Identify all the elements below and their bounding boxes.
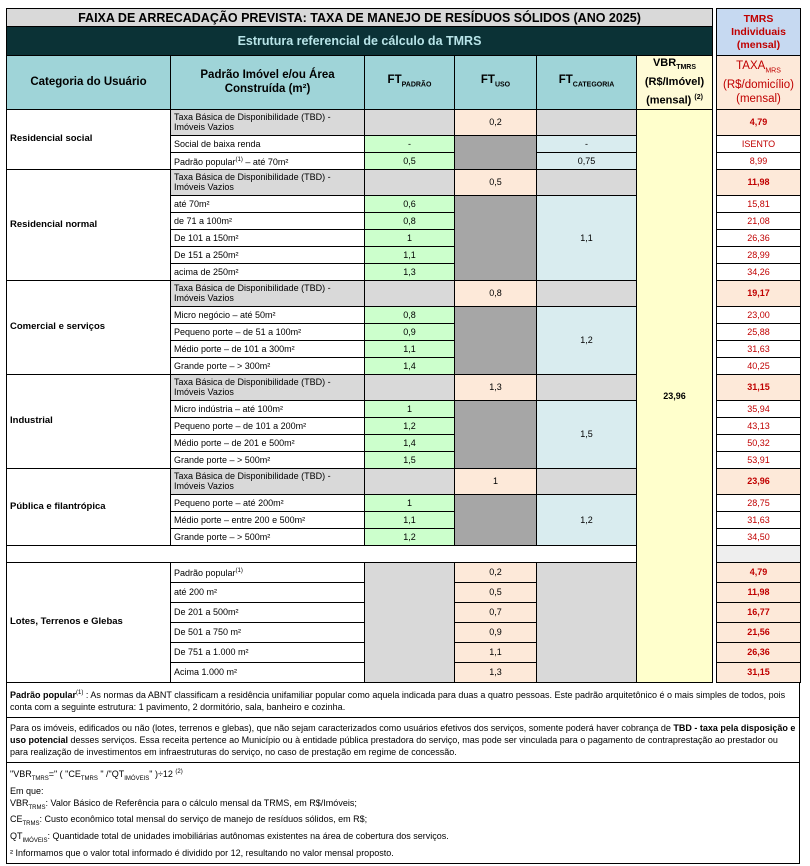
taxa-value: 16,77 <box>717 602 801 622</box>
tbd-label: Taxa Básica de Disponibilidade (TBD) - Imóveis Vazios <box>171 169 365 195</box>
ft-padrao-value: 1,3 <box>365 263 455 280</box>
ft-uso-value: 0,2 <box>455 562 537 582</box>
taxa-value: 34,50 <box>717 528 801 545</box>
padrao-label: Grande porte – > 300m² <box>171 357 365 374</box>
ft-uso-value: 1 <box>455 468 537 494</box>
taxa-value: 31,63 <box>717 340 801 357</box>
padrao-label: Médio porte – de 101 a 300m² <box>171 340 365 357</box>
header-ft-categoria: $FT_{CATEGORIA}$ <box>537 56 637 110</box>
taxa-value: 8,99 <box>717 152 801 169</box>
header-ft-padrao: $FT_{PADRÃO}$ <box>365 56 455 110</box>
padrao-label: Padrão popular$^{(1)}$ – até 70m² <box>171 152 365 169</box>
ft-padrao-value: 1 <box>365 494 455 511</box>
ft-padrao-value: 1,4 <box>365 434 455 451</box>
ft-uso-value: 0,7 <box>455 602 537 622</box>
category-label: Comercial e serviços <box>7 280 171 374</box>
ft-uso-empty <box>455 494 537 545</box>
tmrs-document <box>6 8 800 864</box>
ft-categoria-empty <box>537 169 637 195</box>
ft-padrao-value: 1,1 <box>365 511 455 528</box>
taxa-value: 15,81 <box>717 195 801 212</box>
separator-cell <box>7 545 637 562</box>
note-tbd: Para os imóveis, edificados ou não (lotes, terrenos e glebas), que não sejam caracterizados como usuários efetivos dos serviços, somente poderá haver cobrança de TBD - taxa pela disposição e uso potencial desses serviços. Essa receita pertence ao Município ou à entidade pública prestadora do serviço, mas pode ser vinculada para o pagamento de contraprestação ao prestador ou para realização de investimentos em infraestruturas do serviço, no caso de prestação em regime de concessão. <box>6 718 800 763</box>
ft-uso-value: 1,1 <box>455 642 537 662</box>
padrao-label: Micro negócio – até 50m² <box>171 306 365 323</box>
ft-categoria-value: 1,1 <box>537 195 637 280</box>
category-label: Lotes, Terrenos e Glebas <box>7 562 171 682</box>
padrao-label: Médio porte – de 201 e 500m² <box>171 434 365 451</box>
separator-taxa <box>717 545 801 562</box>
ft-padrao-empty <box>365 562 455 682</box>
category-label: Industrial <box>7 374 171 468</box>
taxa-value: 4,79 <box>717 562 801 582</box>
padrao-label: até 70m² <box>171 195 365 212</box>
tbd-label: Taxa Básica de Disponibilidade (TBD) - Imóveis Vazios <box>171 374 365 400</box>
ft-uso-empty <box>455 135 537 169</box>
ft-categoria-value <box>537 109 637 135</box>
taxa-value: 21,08 <box>717 212 801 229</box>
ft-uso-value: 1,3 <box>455 662 537 682</box>
taxa-value: 43,13 <box>717 417 801 434</box>
ft-padrao-value: 1,5 <box>365 451 455 468</box>
taxa-value: 21,56 <box>717 622 801 642</box>
taxa-value: 26,36 <box>717 229 801 246</box>
taxa-value: 31,63 <box>717 511 801 528</box>
ft-padrao-value: 0,8 <box>365 306 455 323</box>
ft-padrao-value: 1,2 <box>365 528 455 545</box>
tbd-label: Taxa Básica de Disponibilidade (TBD) - Imóveis Vazios <box>171 109 365 135</box>
ft-uso-value: 0,5 <box>455 582 537 602</box>
ft-uso-value: 0,2 <box>455 109 537 135</box>
ft-uso-value: 0,8 <box>455 280 537 306</box>
taxa-value: 31,15 <box>717 374 801 400</box>
ft-uso-empty <box>455 195 537 280</box>
ft-padrao-value: 1,1 <box>365 246 455 263</box>
padrao-label: até 200 m² <box>171 582 365 602</box>
padrao-label: De 751 a 1.000 m² <box>171 642 365 662</box>
padrao-label: Micro indústria – até 100m² <box>171 400 365 417</box>
taxa-value: 11,98 <box>717 169 801 195</box>
padrao-label: Social de baixa renda <box>171 135 365 152</box>
table-row <box>7 109 801 135</box>
padrao-label: Padrão popular$^{(1)}$ <box>171 562 365 582</box>
taxa-value: 50,32 <box>717 434 801 451</box>
ft-categoria-value: 1,2 <box>537 494 637 545</box>
ft-padrao-value: 0,6 <box>365 195 455 212</box>
taxa-value: 28,99 <box>717 246 801 263</box>
taxa-value: 26,36 <box>717 642 801 662</box>
tmrs-individuais-header: TMRS Individuais (mensal) <box>717 9 801 56</box>
taxa-value: 19,17 <box>717 280 801 306</box>
padrao-label: acima de 250m² <box>171 263 365 280</box>
padrao-label: De 101 a 150m² <box>171 229 365 246</box>
ft-padrao-value: 0,5 <box>365 152 455 169</box>
padrao-label: De 151 a 250m² <box>171 246 365 263</box>
formula: "$VBR_{TMRS}=$" ( "$CE_{TMRS}$ " $/"QT_{IMÓVEIS}$" )÷12 $^{(2)}$ <box>10 768 183 782</box>
ft-padrao-value: 1,1 <box>365 340 455 357</box>
taxa-value: 25,88 <box>717 323 801 340</box>
ft-categoria-empty <box>537 374 637 400</box>
vbr-value: 23,96 <box>637 109 713 682</box>
ft-uso-empty <box>455 306 537 374</box>
ft-categoria-value: 0,75 <box>537 152 637 169</box>
ft-padrao-value: 1 <box>365 229 455 246</box>
ft-uso-value: 1,3 <box>455 374 537 400</box>
header-taxa: $TAXA_{MRS}$ (R$/domicílio) (mensal) <box>717 56 801 110</box>
header-ft-uso: $FT_{USO}$ <box>455 56 537 110</box>
ft-categoria-empty <box>537 468 637 494</box>
padrao-label: Grande porte – > 500m² <box>171 528 365 545</box>
ft-uso-empty <box>455 400 537 468</box>
taxa-value: 11,98 <box>717 582 801 602</box>
padrao-label: De 201 a 500m² <box>171 602 365 622</box>
header-categoria: Categoria do Usuário <box>7 56 171 110</box>
ft-padrao-value: 1 <box>365 400 455 417</box>
taxa-value: 23,96 <box>717 468 801 494</box>
ft-padrao-value <box>365 468 455 494</box>
ft-categoria-empty <box>537 562 637 682</box>
ft-padrao-value <box>365 374 455 400</box>
taxa-value: 40,25 <box>717 357 801 374</box>
ft-padrao-value: - <box>365 135 455 152</box>
taxa-value: 31,15 <box>717 662 801 682</box>
header-vbr: $VBR_{TMRS}$ (R$/Imóvel) (mensal) $^{(2)}$ <box>637 56 713 110</box>
taxa-value: 53,91 <box>717 451 801 468</box>
taxa-value: 35,94 <box>717 400 801 417</box>
ft-categoria-value: 1,2 <box>537 306 637 374</box>
padrao-label: De 501 a 750 m² <box>171 622 365 642</box>
ft-padrao-value: 0,8 <box>365 212 455 229</box>
header-padrao: Padrão Imóvel e/ou Área Construída (m²) <box>171 56 365 110</box>
taxa-value: 28,75 <box>717 494 801 511</box>
ft-categoria-empty <box>537 280 637 306</box>
ft-padrao-value <box>365 109 455 135</box>
category-label: Residencial social <box>7 109 171 169</box>
tbd-label: Taxa Básica de Disponibilidade (TBD) - Imóveis Vazios <box>171 468 365 494</box>
ft-padrao-value <box>365 169 455 195</box>
ft-padrao-value: 0,9 <box>365 323 455 340</box>
ft-uso-value: 0,5 <box>455 169 537 195</box>
padrao-label: Pequeno porte – de 101 a 200m² <box>171 417 365 434</box>
padrao-label: Médio porte – entre 200 e 500m² <box>171 511 365 528</box>
note-padrao-popular: Padrão popular$^{(1)}$ : As normas da ABNT classificam a residência unifamiliar popular como aquela indicada para duas a quatro pessoas. Este padrão arquitetônico é o mais simples de todos, pois conta com a seguinte estrutura: 1 pavimento, 2 dormitório, sala, banheiro e cozinha. <box>6 683 800 718</box>
ft-uso-value: 0,9 <box>455 622 537 642</box>
page-title: FAIXA DE ARRECADAÇÃO PREVISTA: TAXA DE MANEJO DE RESÍDUOS SÓLIDOS (ANO 2025) <box>7 9 713 27</box>
padrao-label: Pequeno porte – até 200m² <box>171 494 365 511</box>
ft-categoria-value: 1,5 <box>537 400 637 468</box>
category-label: Pública e filantrópica <box>7 468 171 545</box>
padrao-label: Acima 1.000 m² <box>171 662 365 682</box>
tbd-label: Taxa Básica de Disponibilidade (TBD) - Imóveis Vazios <box>171 280 365 306</box>
subtitle: Estrutura referencial de cálculo da TMRS <box>7 27 713 56</box>
padrao-label: Grande porte – > 500m² <box>171 451 365 468</box>
taxa-value: 34,26 <box>717 263 801 280</box>
ft-padrao-value <box>365 280 455 306</box>
taxa-value: 23,00 <box>717 306 801 323</box>
tmrs-table <box>6 8 801 683</box>
ft-padrao-value: 1,2 <box>365 417 455 434</box>
ft-padrao-value: 1,4 <box>365 357 455 374</box>
category-label: Residencial normal <box>7 169 171 280</box>
note-formula: "$VBR_{TMRS}=$" ( "$CE_{TMRS}$ " $/"QT_{IMÓVEIS}$" )÷12 $^{(2)}$ Em que: $VBR_{TRMS}$: Valor Básico de Referência para o cálculo mensal da TRMS, em R$/Imóveis; $CE_{TRMS}$: Custo econômico total mensal do serviço de manejo de resíduos sólidos, em R$; $QT_{IMÓVEIS}$: Quantidade total de unidades imobiliárias autônomas existentes na área de cobertura dos serviços. ² Informamos que o valor total informado é dividido por 12, resultando no valor mensal proposto. <box>6 763 800 864</box>
taxa-value: ISENTO <box>717 135 801 152</box>
padrao-label: de 71 a 100m² <box>171 212 365 229</box>
taxa-value: 4,79 <box>717 109 801 135</box>
ft-categoria-value: - <box>537 135 637 152</box>
padrao-label: Pequeno porte – de 51 a 100m² <box>171 323 365 340</box>
